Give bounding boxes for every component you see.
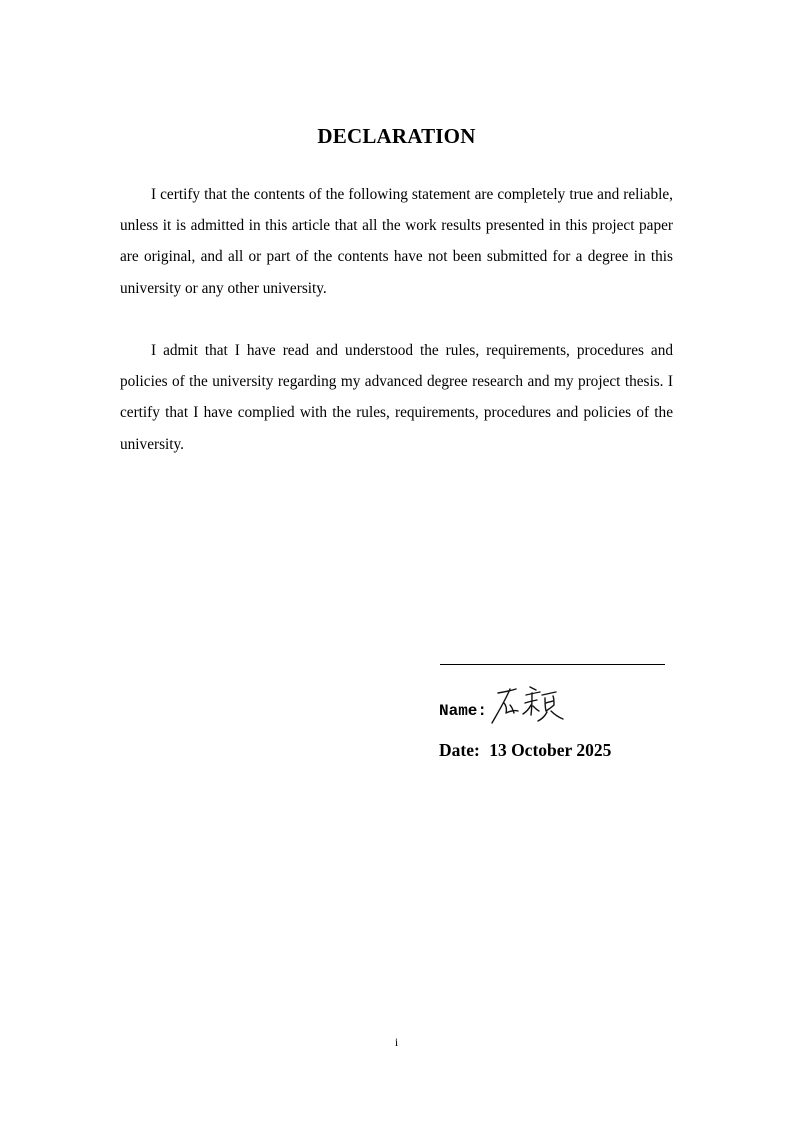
declaration-paragraph-2: I admit that I have read and understood the rules, requirements, procedures and policies of the university regarding my advanced degree research and my project thesis. I certify that I have complied with the rules, requirements, procedures and policies of the university.: [120, 342, 673, 453]
name-label: Name:: [439, 702, 488, 720]
handwritten-signature: [488, 683, 568, 732]
signature-line: [440, 664, 665, 665]
declaration-paragraph-1: I certify that the contents of the following statement are completely true and reliable, unless it is admitted in this article that all the work results presented in this project paper are original, and all or part of the contents have not been submitted for a degree in this university or any other university.: [120, 186, 673, 297]
date-value: 13 October 2025: [489, 740, 612, 760]
page-title: DECLARATION: [317, 124, 476, 148]
page-number: i: [394, 1035, 399, 1049]
name-row: [439, 696, 568, 726]
date-label: Date:: [439, 740, 480, 760]
date-row: [439, 740, 611, 761]
